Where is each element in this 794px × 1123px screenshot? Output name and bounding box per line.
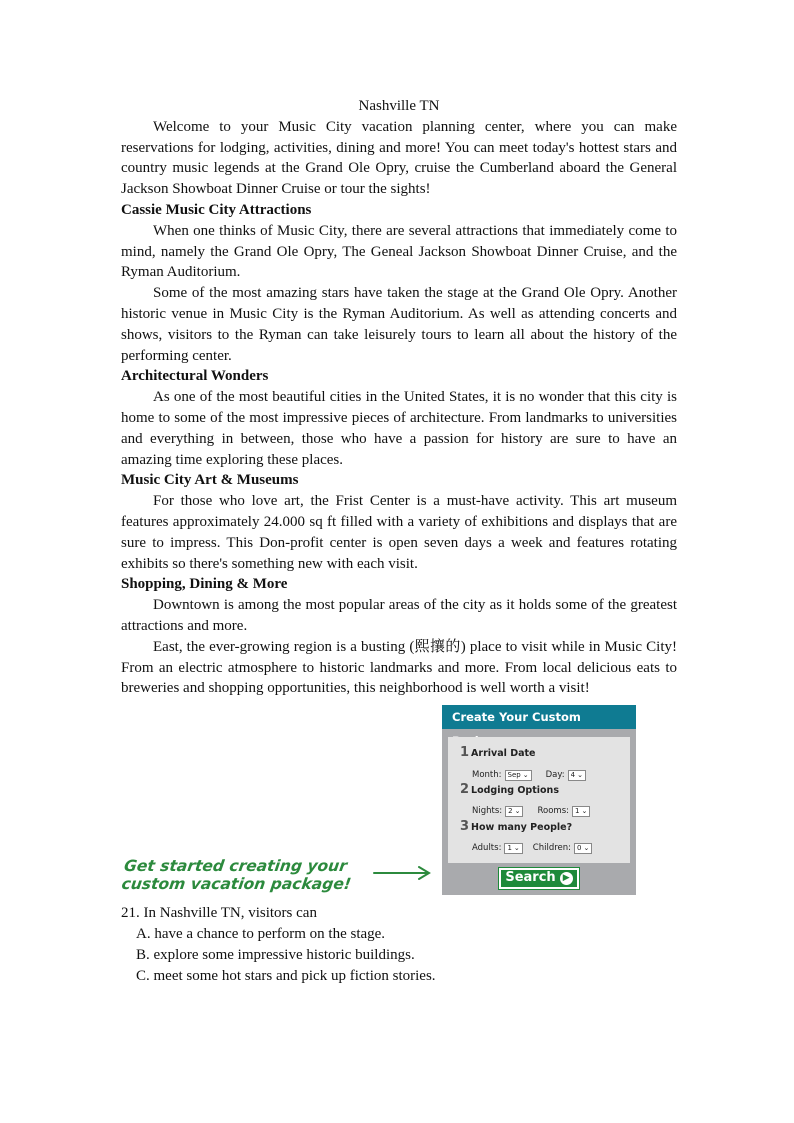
search-button-label: Search [505, 870, 556, 886]
package-promo [121, 705, 677, 897]
option-a: A. have a chance to perform on the stage. [136, 925, 386, 942]
section-heading-art-museums: Music City Art & Museums [121, 472, 299, 489]
step-label: Arrival Date [471, 748, 536, 760]
handwritten-line-2: custom vacation package! [120, 875, 353, 894]
step-arrival-date [460, 743, 535, 765]
attractions-paragraph-1: When one thinks of Music City, there are several attractions that immediately come to mind, namely the Grand Ole Opry, The Geneal Jackson Showboat Dinner Cruise, and the Ryman Auditorium. [121, 222, 677, 281]
question-block [121, 903, 677, 986]
play-arrow-icon: ▶ [560, 872, 573, 885]
people-row [472, 838, 592, 859]
handwritten-tagline [120, 857, 354, 893]
section-heading-architecture: Architectural Wonders [121, 368, 269, 385]
step-label: How many People? [471, 822, 573, 834]
art-museums-paragraph: For those who love art, the Frist Center is a must-have activity. This art museum features approximately 24.000 sq ft filled with a variety of exhibitions and displays that are sure to impress. This Don-profit center is open seven days a week and features rotating exhibits so there's something new with each visit. [121, 493, 677, 572]
step-number: 3 [460, 819, 470, 835]
step-how-many-people [460, 817, 572, 839]
day-select[interactable]: 4 ⌄ [568, 770, 586, 781]
option-c: C. meet some hot stars and pick up fiction stories. [136, 967, 436, 984]
arrow-right-icon [373, 865, 433, 881]
custom-package-widget [442, 705, 636, 895]
month-label: Month: [472, 770, 502, 781]
search-button[interactable] [499, 868, 579, 889]
section-heading-shopping: Shopping, Dining & More [121, 576, 288, 593]
shopping-paragraph-2: East, the ever-growing region is a busting (熙攘的) place to visit while in Music City! From an electric atmosphere to historic landmarks and more. From local delicious eats to breweries and shopping opportunities, this neighborhood is well worth a visit! [121, 638, 677, 697]
question-stem: 21. In Nashville TN, visitors can [121, 905, 317, 922]
document-page [121, 96, 677, 986]
month-select[interactable]: Sep ⌄ [505, 770, 532, 781]
rooms-select[interactable]: 1 ⌄ [572, 806, 590, 817]
document-title: Nashville TN [358, 98, 440, 114]
nights-label: Nights: [472, 806, 503, 817]
widget-form [448, 737, 630, 863]
option-b: B. explore some impressive historic buildings. [136, 946, 415, 963]
rooms-label: Rooms: [537, 806, 569, 817]
shopping-paragraph-1: Downtown is among the most popular areas of the city as it holds some of the greatest attractions and more. [121, 597, 677, 634]
children-select[interactable]: 0 ⌄ [574, 843, 592, 854]
day-label: Day: [545, 770, 565, 781]
nights-select[interactable]: 2 ⌄ [505, 806, 523, 817]
step-number: 2 [460, 782, 470, 798]
step-lodging-options [460, 780, 559, 802]
adults-select[interactable]: 1 ⌄ [504, 843, 522, 854]
architecture-paragraph: As one of the most beautiful cities in the United States, it is no wonder that this city is home to some of the most impressive pieces of architecture. From landmarks to universities and everything in between, those who have a passion for history are sure to have an amazing time exploring these places. [121, 389, 677, 468]
handwritten-line-1: Get started creating your [123, 857, 349, 876]
step-label: Lodging Options [471, 785, 559, 797]
intro-paragraph: Welcome to your Music City vacation planning center, where you can make reservations for lodging, activities, dining and more! You can meet today's hottest stars and country music legends at the Grand Ole Opry, cruise the Cumberland aboard the General Jackson Showboat Dinner Cruise or tour the sights! [121, 118, 677, 198]
widget-header: Create Your Custom [442, 705, 636, 729]
attractions-paragraph-2: Some of the most amazing stars have taken the stage at the Grand Ole Opry. Another historic venue in Music City is the Ryman Auditorium. As well as attending concerts and shows, visitors to the Ryman can take leisurely tours to learn all about the history of the performing center. [121, 285, 677, 364]
step-number: 1 [460, 745, 470, 761]
children-label: Children: [532, 843, 572, 854]
section-heading-attractions: Cassie Music City Attractions [121, 201, 312, 218]
adults-label: Adults: [472, 843, 502, 854]
